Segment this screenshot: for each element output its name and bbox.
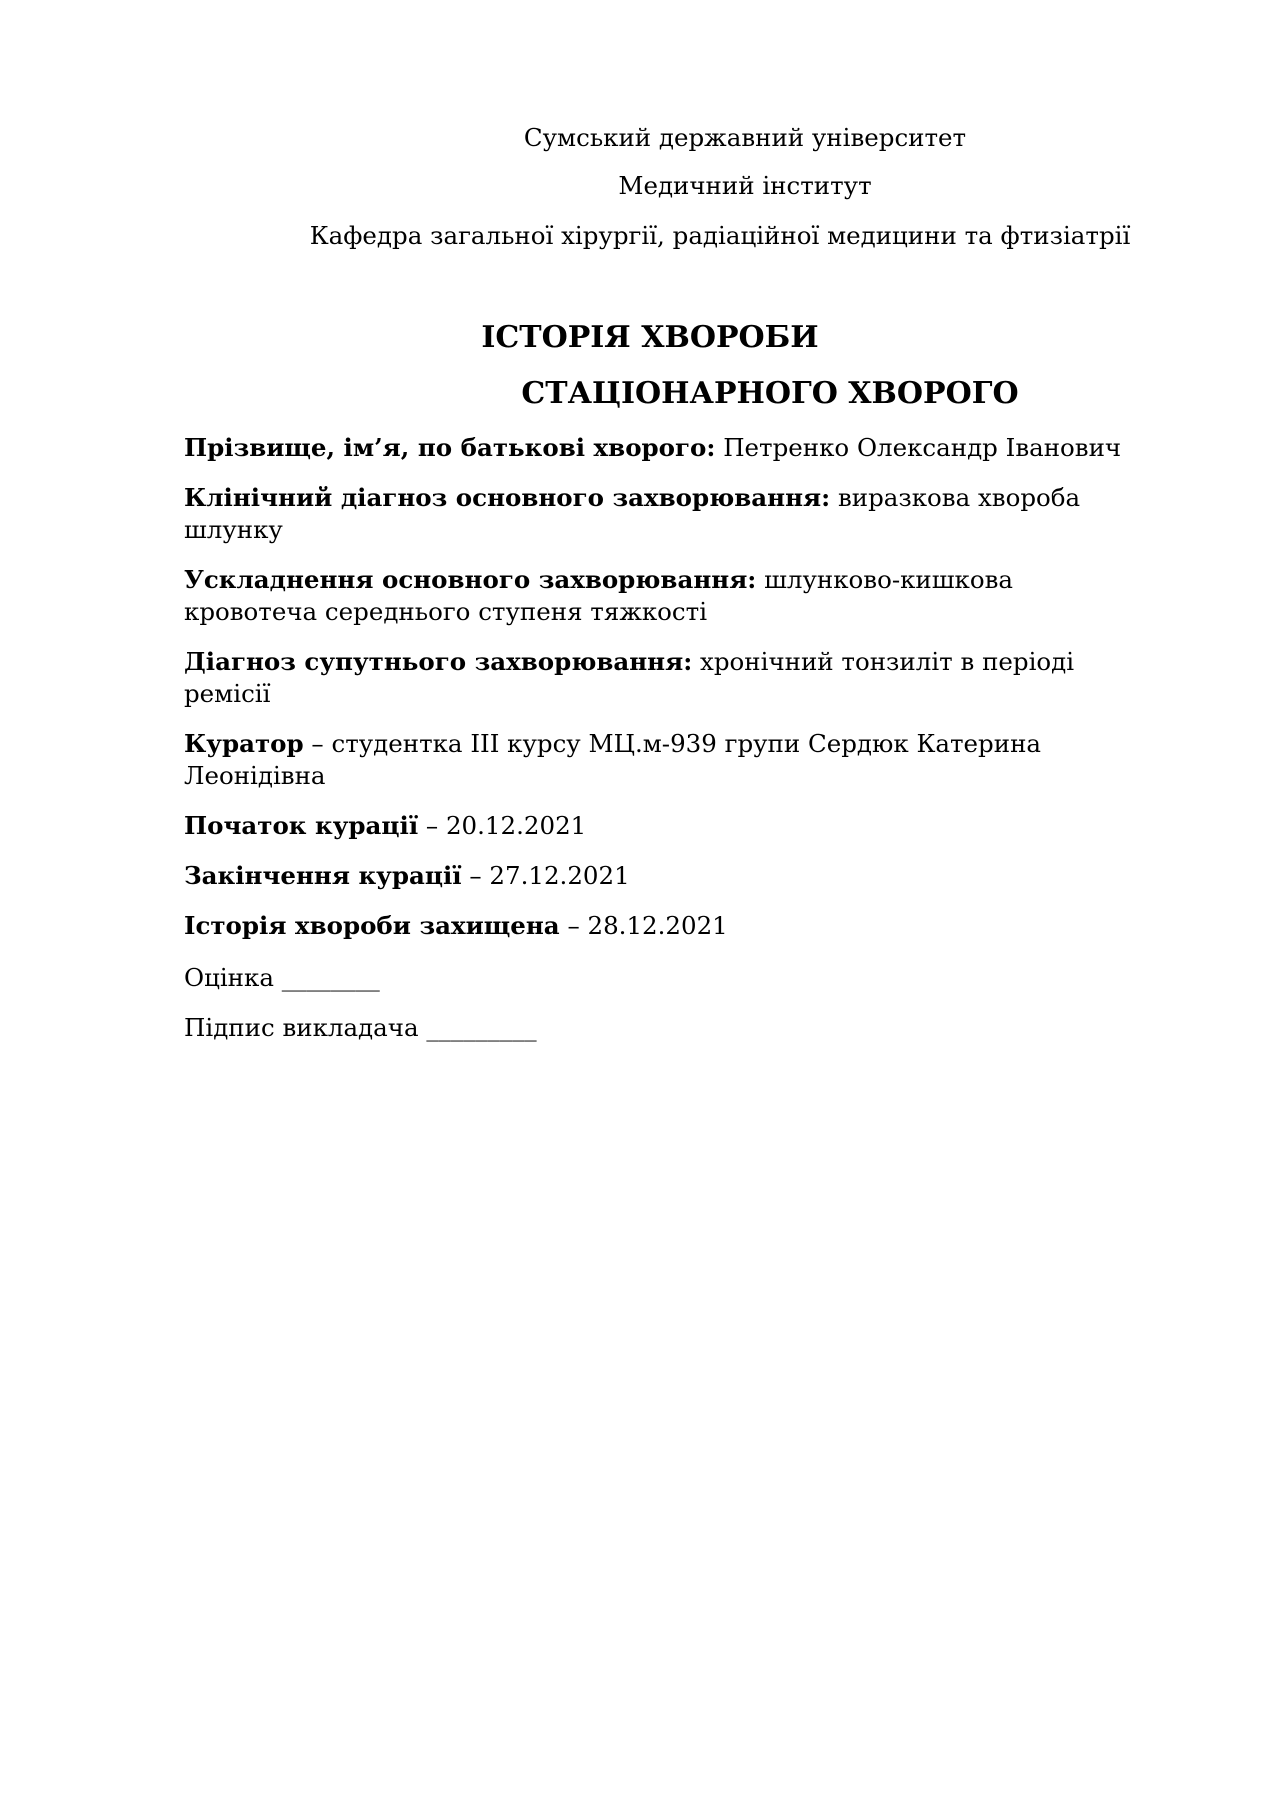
department-name: Кафедра загальної хірургії, радіаційної медицини та фтизіатрії [309,221,1131,250]
complication-value: шлунково-кишкова кровотеча середнього ступеня тяжкості [184,565,1013,626]
complication-label: Ускладнення основного захворювання: [184,565,757,594]
clinical-diagnosis-value: виразкова хвороба шлунку [184,483,1081,544]
university-name: Сумський державний університет [523,123,967,152]
signature-text: Підпис викладача _________ [184,1013,537,1042]
curator-field [184,728,1144,792]
defended-value: – 28.12.2021 [559,911,728,940]
curation-start-value: – 20.12.2021 [418,811,587,840]
curator-value: – студентка ІІІ курсу МЦ.м-939 групи Сердюк Катерина Леонідівна [184,729,1042,790]
curation-start-field [184,810,1144,842]
curation-end-field [184,860,1144,892]
comorbidity-field [184,646,1144,710]
patient-name-label: Прізвище, ім’я, по батькові хворого: [184,433,716,462]
clinical-diagnosis-label: Клінічний діагноз основного захворювання: [184,483,831,512]
curation-end-label: Закінчення курації [184,861,462,890]
document-title: ІСТОРІЯ ХВОРОБИ [481,320,819,355]
institute-name: Медичний інститут [618,171,872,200]
grade-text: Оцінка ________ [184,963,380,992]
curator-label: Куратор [184,729,304,758]
patient-name-value: Петренко Олександр Іванович [715,433,1122,462]
complication-field [184,564,1144,628]
grade-field [184,962,1144,994]
curation-start-label: Початок курації [184,811,419,840]
comorbidity-label: Діагноз супутнього захворювання: [184,647,693,676]
signature-field [184,1012,1144,1044]
defended-field [184,910,1144,942]
document-subtitle: СТАЦІОНАРНОГО ХВОРОГО [521,376,1019,411]
curation-end-value: – 27.12.2021 [461,861,630,890]
comorbidity-value: хронічний тонзиліт в періоді ремісії [184,647,1075,708]
defended-label: Історія хвороби захищена [184,911,560,940]
clinical-diagnosis-field [184,482,1144,546]
patient-name-field [184,432,1144,464]
